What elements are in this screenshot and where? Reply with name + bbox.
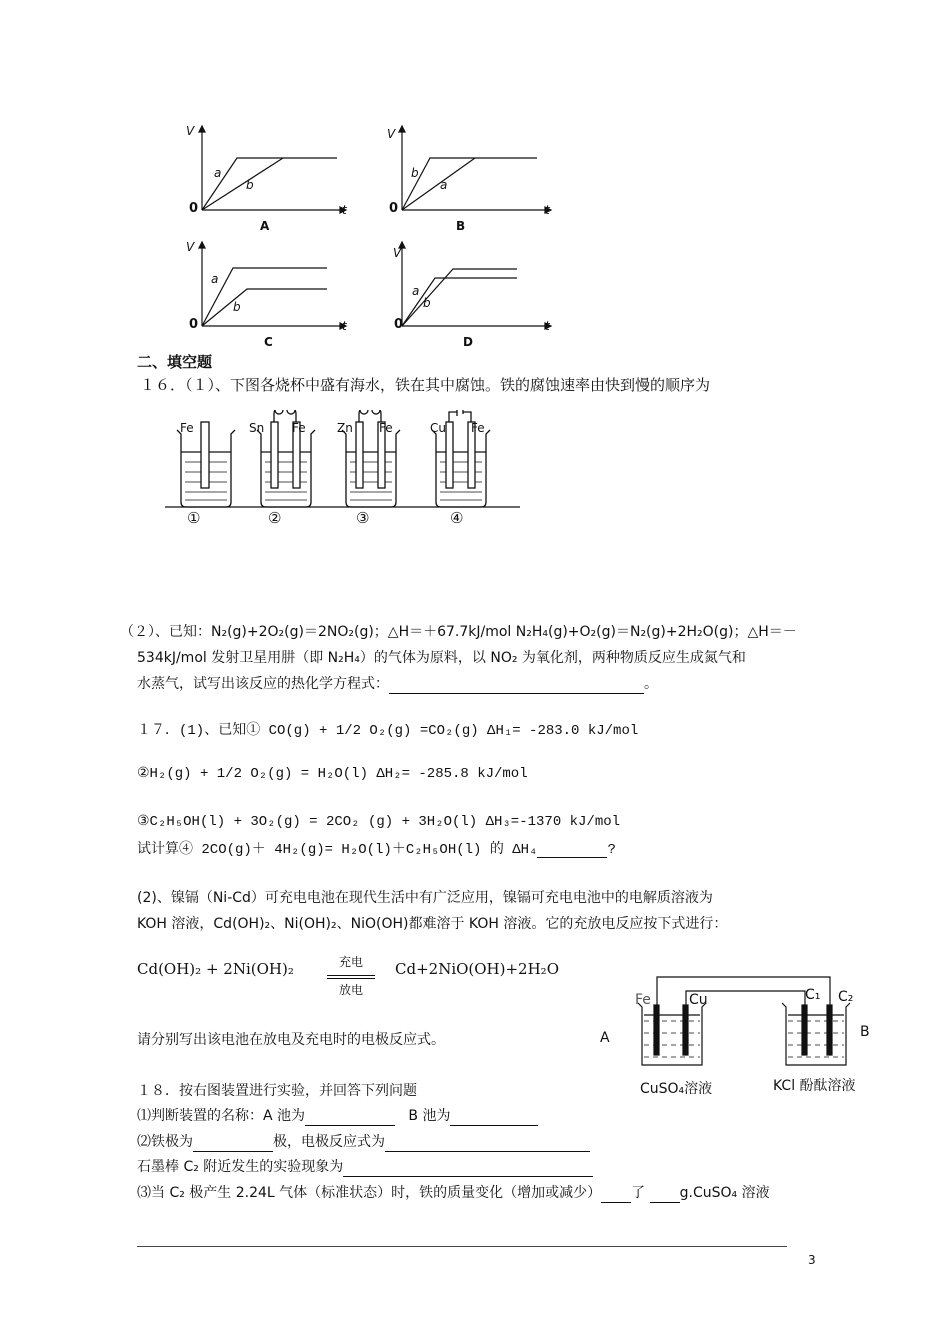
- q16-part2-line3: 水蒸气，试写出该反应的热化学方程式： 。: [137, 676, 658, 692]
- graph-d-line-b: b: [423, 296, 431, 310]
- vt-graphs: [175, 120, 575, 350]
- graph-c-line-b: b: [233, 300, 241, 314]
- q17-part2-line1: (2)、镍镉（Ni-Cd）可充电电池在现代生活中有广泛应用，镍镉可充电电池中的电解质溶液为: [137, 890, 713, 906]
- graph-c-line-a: a: [211, 272, 219, 286]
- pool-a-label: A: [600, 1030, 610, 1046]
- q16-part2-line2: 534kJ/mol 发射卫星用肼（即 N₂H₄）的气体为原料，以 NO₂ 为氧化剂，两种物质反应生成氮气和: [137, 650, 746, 666]
- electrolysis-apparatus: [630, 965, 860, 1085]
- graph-a-line-a: a: [214, 166, 222, 180]
- equilibrium-arrow-icon: [325, 974, 377, 980]
- graph-c-v-label: V: [186, 240, 195, 254]
- graph-b-caption: B: [456, 219, 466, 233]
- q18-blank-e: [343, 1160, 593, 1177]
- graph-d: [399, 242, 551, 329]
- beaker-3-number: ③: [356, 509, 370, 527]
- graph-c: [199, 242, 346, 329]
- q18-line5: ⑶当 C₂ 极产生 2.24L 气体（标准状态）时，铁的质量变化（增加或减少） 了 g.CuSO₄ 溶液: [137, 1185, 770, 1201]
- q18-blank-g: [650, 1186, 680, 1203]
- graph-a-v-label: V: [186, 124, 195, 138]
- q18-blank-a: [305, 1109, 395, 1126]
- fe-electrode-label: Fe: [635, 992, 651, 1008]
- beaker-3-electrode-fe: Fe: [379, 421, 393, 435]
- q18-line4: 石墨棒 C₂ 附近发生的实验现象为: [137, 1157, 593, 1177]
- cu-electrode-label: Cu: [689, 992, 708, 1008]
- reaction-left: Cd(OH)₂ + 2Ni(OH)₂: [137, 960, 294, 978]
- graph-c-origin: 0: [189, 317, 199, 332]
- q17-part2-line3: 请分别写出该电池在放电及充电时的电极反应式。: [137, 1032, 445, 1048]
- graph-b-t-label: t: [545, 203, 550, 217]
- q18-blank-c: [193, 1135, 273, 1152]
- q18-blank-b: [450, 1109, 538, 1126]
- graph-a-origin: 0: [189, 201, 199, 216]
- graph-b-line-a: a: [440, 178, 448, 192]
- graph-b: [399, 126, 551, 213]
- beaker-1-number: ①: [187, 509, 201, 527]
- graph-d-v-label: V: [393, 246, 402, 260]
- reaction-arrow: [325, 955, 377, 997]
- q17-part2-line2: KOH 溶液，Cd(OH)₂、Ni(OH)₂、NiO(OH)都难溶于 KOH 溶液。它的充放电反应按下式进行：: [137, 916, 728, 932]
- reaction-discharge-label: 放电: [338, 983, 363, 997]
- q18-blank-d: [385, 1135, 590, 1152]
- graph-c-caption: C: [264, 335, 273, 349]
- q17-line2: ②H₂(g) + 1/2 O₂(g) = H₂O(l) ΔH₂= -285.8 kJ/mol: [137, 766, 528, 782]
- reaction-charge-label: 充电: [338, 955, 363, 969]
- q17-line3: ③C₂H₅OH(l) + 3O₂(g) = 2CO₂ (g) + 3H₂O(l) ΔH₃=-1370 kJ/mol: [137, 814, 621, 830]
- graph-d-caption: D: [463, 335, 473, 349]
- graph-a-caption: A: [260, 219, 270, 233]
- pool-b-label: B: [860, 1024, 870, 1040]
- q18-line3: ⑵铁极为 极，电极反应式为: [137, 1132, 590, 1152]
- graph-a-line-b: b: [246, 178, 254, 192]
- q16-text: １６．（１）、下图各烧杯中盛有海水，铁在其中腐蚀。铁的腐蚀速率由快到慢的顺序为: [140, 376, 711, 394]
- section-title: 二、填空题: [137, 353, 213, 371]
- graph-d-line-a: a: [412, 284, 420, 298]
- graph-d-origin: 0: [394, 317, 404, 332]
- page-number: 3: [808, 1253, 816, 1267]
- beaker-3-electrode-zn: Zn: [337, 421, 353, 435]
- graph-b-v-label: V: [387, 127, 396, 141]
- q16-part2-line1: （２）、已知：N₂(g)+2O₂(g)＝2NO₂(g)；△H＝＋67.7kJ/mol N₂H₄(g)+O₂(g)＝N₂(g)+2H₂O(g)；△H＝－: [120, 624, 797, 640]
- graph-b-line-b: b: [411, 166, 419, 180]
- q17-line1: １７．(1)、已知① CO(g) + 1/2 O₂(g) =CO₂(g) ΔH₁= -283.0 kJ/mol: [137, 723, 639, 739]
- footer-divider: [137, 1246, 787, 1247]
- beaker-4-number: ④: [450, 509, 464, 527]
- beaker-2-electrode-fe: Fe: [292, 421, 306, 435]
- graph-d-t-label: t: [545, 319, 550, 333]
- q17-line4: 试计算④ 2CO(g)＋ 4H₂(g)= H₂O(l)＋C₂H₅OH(l) 的 ΔH₄ ?: [137, 842, 616, 858]
- q17-answer-blank: [537, 841, 607, 858]
- graph-c-t-label: t: [342, 319, 347, 333]
- solution-a-label: CuSO₄溶液: [640, 1081, 713, 1097]
- graph-b-origin: 0: [389, 201, 399, 216]
- q18-blank-f: [601, 1186, 631, 1203]
- beaker-2-electrode-sn: Sn: [249, 421, 265, 435]
- beaker-2-number: ②: [268, 509, 282, 527]
- c1-electrode-label: C₁: [805, 987, 821, 1003]
- q18-line1: １８．按右图装置进行实验，并回答下列问题: [137, 1083, 417, 1099]
- reaction-right: Cd+2NiO(OH)+2H₂O: [395, 960, 559, 978]
- solution-b-label: KCl 酚酞溶液: [773, 1078, 856, 1094]
- graph-a-t-label: t: [342, 203, 347, 217]
- q16-answer-blank: [389, 677, 644, 694]
- beaker-4-electrode-fe: Fe: [471, 421, 485, 435]
- c2-electrode-label: C₂: [838, 989, 854, 1005]
- beaker-4-electrode-cu: Cu: [430, 421, 446, 435]
- q18-line2: ⑴判断装置的名称：A 池为 B 池为: [137, 1106, 538, 1126]
- beaker-1-electrode: Fe: [180, 421, 194, 435]
